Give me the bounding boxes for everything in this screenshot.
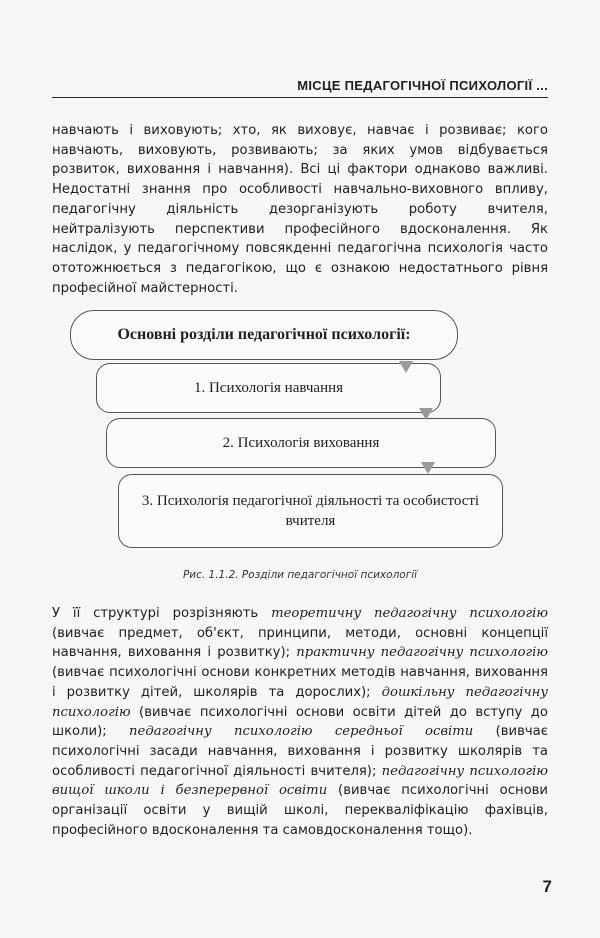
- text-run: (вивчає психологічні основи конкретних методів навчання, виховання і розвитку дітей, школярів та дорослих);: [52, 665, 548, 700]
- term-preschool: дошкільну педагогічну психологію: [52, 684, 548, 720]
- running-header: МІСЦЕ ПЕДАГОГІЧНОЇ ПСИХОЛОГІЇ ...: [52, 78, 548, 98]
- body-paragraph-2: [52, 604, 548, 840]
- diagram-item-upbringing: 2. Психологія виховання: [106, 418, 496, 468]
- figure-caption: Рис. 1.1.2. Розділи педагогічної психології: [182, 569, 418, 581]
- text-run: (вивчає психологічні засади навчання, виховання і розвитку школярів та особливості педагогічної діяльності вчителя);: [52, 724, 549, 779]
- text-run: У її структурі розрізняють: [52, 606, 272, 621]
- arrow-down-icon: [399, 361, 413, 373]
- term-theoretical: теоретичну педагогічну психологію: [271, 606, 548, 621]
- arrow-down-icon: [421, 462, 435, 474]
- term-secondary: педагогічну психологію середньої освіти: [129, 724, 474, 740]
- diagram-title-box: Основні розділи педагогічної психології:: [70, 310, 458, 360]
- text-run: (вивчає психологічні основи організації освіти у вищій школі, перекваліфікацію фахівців, професійного вдосконалення та самовдосконалення тощо).: [52, 783, 548, 838]
- term-practical: практичну педагогічну психологію: [296, 645, 548, 661]
- body-paragraph-1: навчають і виховують; хто, як виховує, навчає і розвиває; кого навчають, виховують, розвивають; за яких умов відбувається розвиток, виховання і навчання). Всі ці фактори однаково важливі. Недостатні знання про особливості навчально-виховного впливу, педагогічну діяльність дезорганізують роботу вчителя, нейтралізують перспективи професійного вдосконалення. Як наслідок, у педагогічному повсякденні педагогічна психологія часто ототожнюється з педагогікою, що є ознакою недостатнього рівня професійної майстерності.: [52, 123, 548, 296]
- diagram-item-teacher-activity: 3. Психологія педагогічної діяльності та особистості вчителя: [118, 474, 503, 548]
- page-number: 7: [542, 877, 552, 896]
- diagram-item-learning: 1. Психологія навчання: [96, 363, 441, 413]
- arrow-down-icon: [419, 408, 433, 420]
- term-higher: педагогічну психологію вищої школи і безперервної освіти: [52, 763, 548, 799]
- text-run: (вивчає предмет, об'єкт, принципи, методи, основні концепції навчання, виховання і розвитку);: [52, 625, 548, 661]
- text-run: (вивчає психологічні основи освіти дітей до вступу до школи);: [52, 704, 548, 740]
